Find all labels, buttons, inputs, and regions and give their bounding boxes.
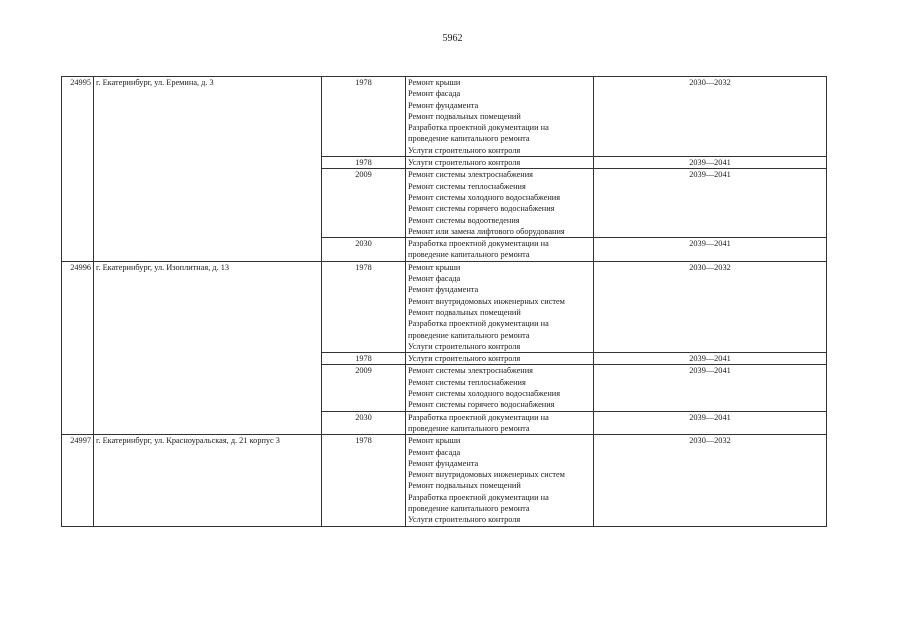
- work-item: проведение капитального ремонта: [408, 250, 530, 260]
- work-item: Ремонт фасада: [408, 447, 461, 457]
- work-item: Услуги строительного контроля: [408, 145, 521, 155]
- work-item: Ремонт крыши: [408, 262, 461, 272]
- works-cell: [406, 77, 594, 157]
- work-item: Ремонт внутридомовых инженерных систем: [408, 296, 565, 306]
- work-item: Ремонт системы водоотведения: [408, 215, 520, 225]
- period-cell: 2039—2041: [594, 238, 827, 262]
- capital-repair-table: [61, 76, 827, 527]
- period-cell: 2039—2041: [594, 353, 827, 365]
- period-cell: 2039—2041: [594, 411, 827, 435]
- work-item: Ремонт системы горячего водоснабжения: [408, 400, 555, 410]
- works-cell: [406, 411, 594, 435]
- work-item: Ремонт системы теплоснабжения: [408, 181, 526, 191]
- work-item: Ремонт крыши: [408, 78, 461, 87]
- period-cell: 2030—2032: [594, 435, 827, 526]
- works-cell: [406, 238, 594, 262]
- work-item: Ремонт фундамента: [408, 458, 479, 468]
- work-item: Ремонт подвальных помещений: [408, 307, 521, 317]
- work-item: Ремонт фасада: [408, 89, 461, 99]
- table-row: [62, 435, 827, 526]
- table-row: [62, 261, 827, 352]
- works-cell: [406, 353, 594, 365]
- work-item: Ремонт системы горячего водоснабжения: [408, 204, 555, 214]
- work-item: проведение капитального ремонта: [408, 503, 530, 513]
- work-item: Разработка проектной документации на: [408, 123, 549, 133]
- work-item: Ремонт системы холодного водоснабжения: [408, 389, 561, 399]
- year-cell: 1978: [322, 353, 406, 365]
- work-item: Ремонт внутридомовых инженерных систем: [408, 470, 565, 480]
- house-id-cell: 24996: [62, 261, 94, 434]
- period-cell: 2039—2041: [594, 157, 827, 169]
- works-cell: [406, 435, 594, 526]
- work-item: Ремонт подвальных помещений: [408, 111, 521, 121]
- year-cell: 2030: [322, 238, 406, 262]
- page-number: 5962: [442, 33, 463, 44]
- work-item: Услуги строительного контроля: [408, 515, 521, 525]
- work-item: Услуги строительного контроля: [408, 354, 521, 364]
- period-cell: 2039—2041: [594, 365, 827, 411]
- year-cell: 1978: [322, 261, 406, 352]
- year-cell: 1978: [322, 435, 406, 526]
- work-item: Разработка проектной документации на: [408, 319, 549, 329]
- work-item: Ремонт или замена лифтового оборудования: [408, 226, 565, 236]
- work-item: Ремонт системы теплоснабжения: [408, 377, 526, 387]
- work-item: Ремонт системы электроснабжения: [408, 366, 533, 376]
- work-item: Ремонт системы холодного водоснабжения: [408, 192, 561, 202]
- work-item: Услуги строительного контроля: [408, 341, 521, 351]
- works-cell: [406, 157, 594, 169]
- year-cell: 1978: [322, 77, 406, 157]
- work-item: Услуги строительного контроля: [408, 158, 521, 168]
- table-row: [62, 77, 827, 157]
- work-item: проведение капитального ремонта: [408, 423, 530, 433]
- works-cell: [406, 365, 594, 411]
- house-id-cell: 24997: [62, 435, 94, 526]
- work-item: проведение капитального ремонта: [408, 330, 530, 340]
- period-cell: 2039—2041: [594, 169, 827, 238]
- house-address-cell: г. Екатеринбург, ул. Красноуральская, д. 21 корпус 3: [94, 435, 322, 526]
- year-cell: 1978: [322, 157, 406, 169]
- works-cell: [406, 261, 594, 352]
- work-item: Ремонт фундамента: [408, 100, 479, 110]
- work-item: Ремонт крыши: [408, 436, 461, 446]
- work-item: Разработка проектной документации на: [408, 239, 549, 249]
- house-address-cell: г. Екатеринбург, ул. Еремина, д. 3: [94, 77, 322, 262]
- year-cell: 2030: [322, 411, 406, 435]
- work-item: Ремонт фасада: [408, 274, 461, 284]
- works-cell: [406, 169, 594, 238]
- work-item: Ремонт фундамента: [408, 285, 479, 295]
- period-cell: 2030—2032: [594, 261, 827, 352]
- work-item: проведение капитального ремонта: [408, 134, 530, 144]
- work-item: Ремонт системы электроснабжения: [408, 170, 533, 180]
- work-item: Разработка проектной документации на: [408, 492, 549, 502]
- house-id-cell: 24995: [62, 77, 94, 262]
- period-cell: 2030—2032: [594, 77, 827, 157]
- work-item: Разработка проектной документации на: [408, 412, 549, 422]
- house-address-cell: г. Екатеринбург, ул. Изоплитная, д. 13: [94, 261, 322, 434]
- year-cell: 2009: [322, 169, 406, 238]
- work-item: Ремонт подвальных помещений: [408, 481, 521, 491]
- year-cell: 2009: [322, 365, 406, 411]
